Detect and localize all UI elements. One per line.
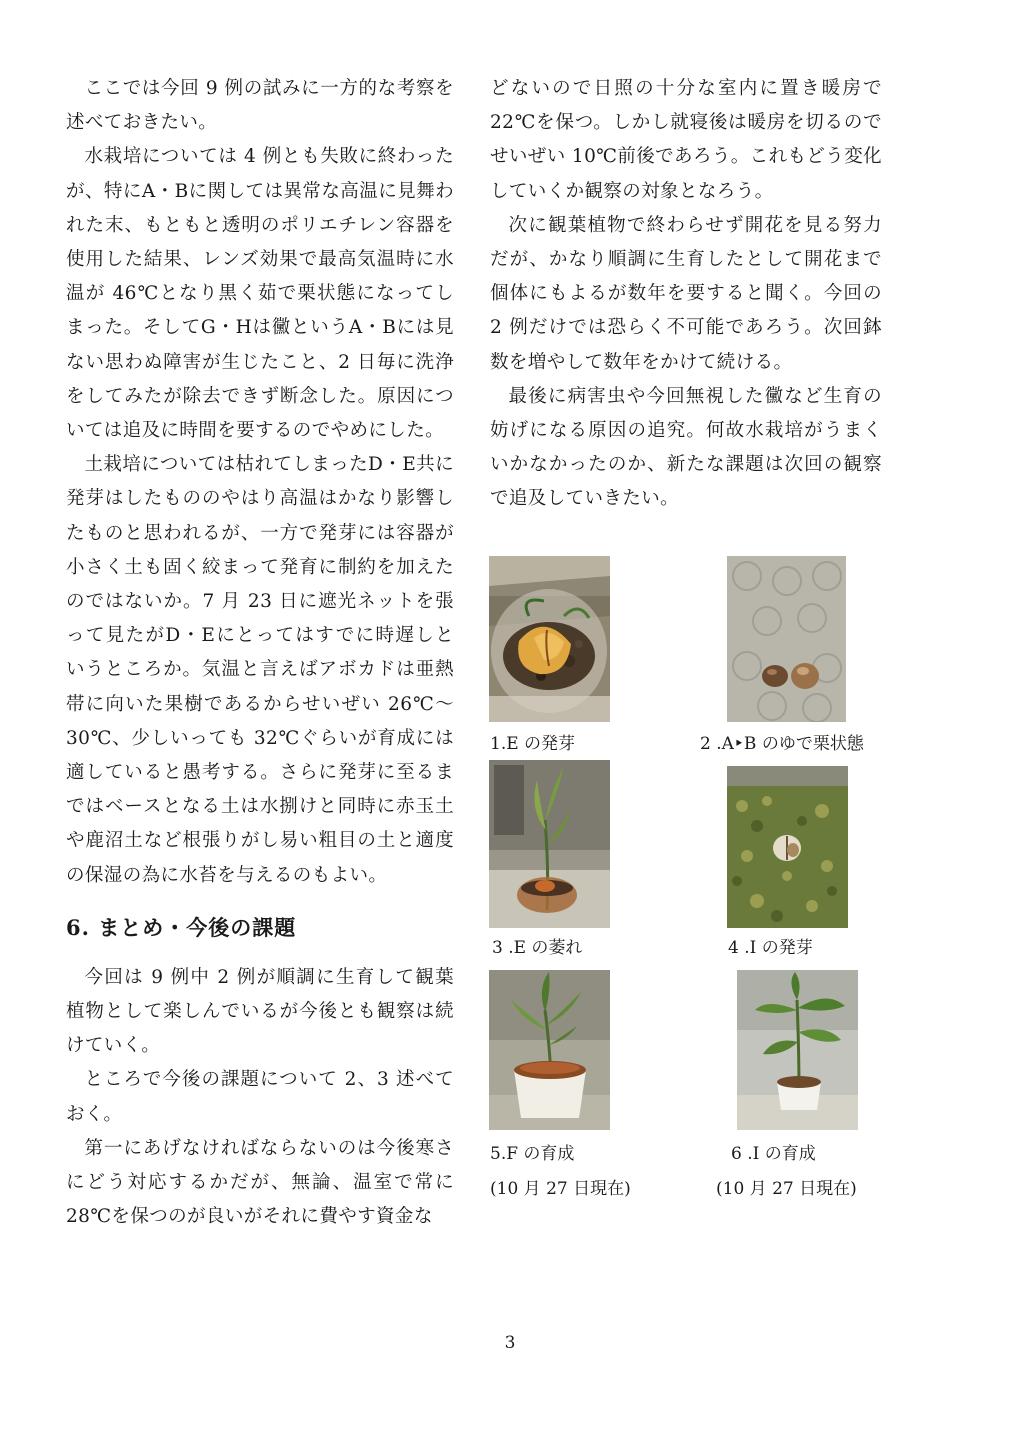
- paragraph-summary: 今回は 9 例中 2 例が順調に生育して観葉植物として楽しんでいるが今後とも観察は続けていく。: [66, 966, 454, 1057]
- photo-caption-6-date: (10 月 27 日現在): [716, 1179, 857, 1199]
- right-column: [490, 72, 882, 517]
- paragraph-water-culture: 水栽培については 4 例とも失敗に終わったが、特にA・Bに関しては異常な高温に見舞われた末、もともと透明のポリエチレン容器を使用した結果、レンズ効果で最高気温時に水温が 46℃となり黒く茹で栗状態になってしまった。そしてG・Hは黴というA・Bには見ない思わぬ障害が生じたこと、2 日毎に洗浄をしてみたが除去できず断念した。原因については追及に時間を要するのでやめにした。: [66, 146, 454, 442]
- photo-e-wilting: [489, 760, 610, 928]
- paragraph-issue-cold: 第一にあげなければならないのは今後寒さにどう対応するかだが、無論、温室で常に 28℃を保つのが良いがそれに費やす資金な: [66, 1137, 454, 1228]
- photo-caption-1: 1.E の発芽: [490, 734, 576, 754]
- paragraph-pests: 最後に病害虫や今回無視した黴など生育の妨げになる原因の追究。何故水栽培がうまくいかなかったのか、新たな課題は次回の観察で追及していきたい。: [490, 385, 882, 510]
- paragraph-continued: どないので日照の十分な室内に置き暖房で 22℃を保つ。しかし就寝後は暖房を切るのでせいぜい 10℃前後であろう。これもどう変化していくか観察の対象となろう。: [490, 78, 882, 202]
- page-number: 3: [504, 1333, 516, 1353]
- photo-caption-5: 5.F の育成: [490, 1144, 575, 1164]
- photo-caption-3: 3 .E の萎れ: [492, 938, 583, 958]
- section-heading: 6. まとめ・今後の課題: [66, 914, 297, 940]
- photo-caption-2: 2 .A‣B のゆで栗状態: [700, 734, 864, 754]
- paragraph-flowering: 次に観葉植物で終わらせず開花を見る努力だが、かなり順調に生育したとして開花まで個体にもよるが数年を要すると聞く。今回の 2 例だけでは恐らく不可能であろう。次回鉢数を増やして数年をかけて続ける。: [490, 214, 882, 373]
- photo-i-growing: [737, 970, 858, 1130]
- photo-e-sprouting: [489, 556, 610, 722]
- paragraph-intro: ここでは今回 9 例の試みに一方的な考察を述べておきたい。: [66, 78, 454, 134]
- photo-caption-4: 4 .I の発芽: [728, 938, 813, 958]
- photo-i-sprouting: [727, 766, 848, 928]
- left-column: [66, 72, 454, 1235]
- paragraph-soil-culture: 土栽培については枯れてしまったD・E共に発芽はしたもののやはり高温はかなり影響したものと思われるが、一方で発芽には容器が小さく土も固く絞まって発育に制約を加えたのではないか。7 月 23 日に遮光ネットを張って見たがD・Eにとってはすでに時遅しというところか。気温と言えばアボカドは亜熱帯に向いた果樹であるからせいぜい 26℃～30℃、少しいっても 32℃ぐらいが育成には適していると愚考する。さらに発芽に至るまではベースとなる土は水捌けと同時に赤玉土や鹿沼土など根張りがし易い粗目の土と適度の保湿の為に水苔を与えるのもよい。: [66, 454, 454, 886]
- photo-f-growing: [489, 970, 610, 1130]
- paragraph-issues-intro: ところで今後の課題について 2、3 述べておく。: [66, 1069, 454, 1125]
- photo-caption-5-date: (10 月 27 日現在): [490, 1179, 631, 1199]
- photo-caption-6: 6 .I の育成: [731, 1144, 816, 1164]
- photo-ab-boiled: [727, 556, 846, 722]
